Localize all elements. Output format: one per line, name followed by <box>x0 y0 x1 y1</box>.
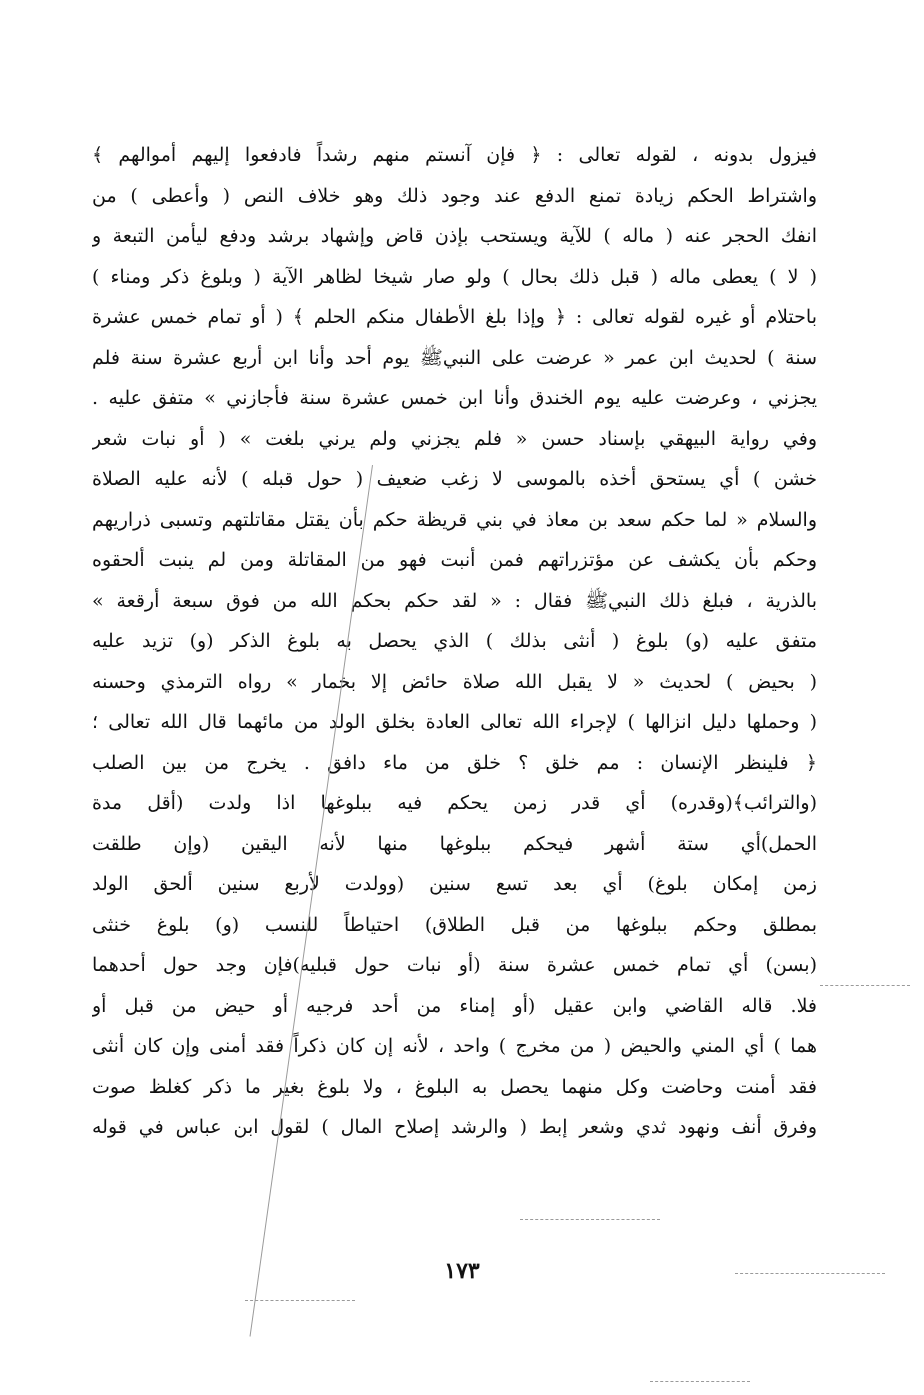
text-line: وفي رواية البيهقي بإسناد حسن « فلم يجزني ولم يرني بلغت » ( أو نبات شعر <box>92 427 817 450</box>
scan-artifact-dash <box>520 1219 660 1220</box>
text-line: فيزول بدونه ، لقوله تعالى : ﴿ فإن آنستم منهم رشداً فادفعوا إليهم أموالهم ﴾ <box>92 144 817 166</box>
text-line: زمن إمكان بلوغ) أي بعد تسع سنين (وولدت لأربع سنين ألحق الولد <box>92 873 817 895</box>
text-line: ( وحملها دليل انزالها ) لإجراء الله تعالى العادة بخلق الولد من مائهما قال الله تعالى ؛ <box>92 711 817 733</box>
text-line: باحتلام أو غيره لقوله تعالى : ﴿ وإذا بلغ الأطفال منكم الحلم ﴾ ( أو تمام خمس عشرة <box>92 306 817 328</box>
text-line: ( بحيض ) لحديث « لا يقبل الله صلاة حائض إلا بخمار » رواه الترمذي وحسنه <box>92 670 817 693</box>
text-line: وفرق أنف ونهود ثدي وشعر إبط ( والرشد إصلاح المال ) لقول ابن عباس في قوله <box>92 1116 817 1138</box>
text-line: (والترائب﴾(وقدره) أي قدر زمن يحكم فيه ببلوغها اذا ولدت (أقل مدة <box>92 792 817 814</box>
text-line: يجزني ، وعرضت عليه يوم الخندق وأنا ابن خمس عشرة سنة فأجازني » متفق عليه . <box>92 387 817 409</box>
scan-artifact-dash <box>820 985 910 986</box>
text-line: سنة ) لحديث ابن عمر « عرضت على النبيﷺ يوم أحد وأنا ابن أربع عشرة سنة فلم <box>92 346 817 369</box>
text-line: بالذرية ، فبلغ ذلك النبيﷺ فقال : « لقد حكم بحكم الله من فوق سبعة أرقعة » <box>92 589 817 612</box>
text-line: بمطلق وحكم ببلوغها من قبل الطلاق) احتياطاً للنسب (و) بلوغ خنثى <box>92 913 817 936</box>
text-line: فقد أمنت وحاضت وكل منهما يحصل به البلوغ ، ولا بلوغ بغير ما ذكر كغلظ صوت <box>92 1075 817 1098</box>
text-line: (بسن) أي تمام خمس عشرة سنة (أو نبات حول قبليه)فإن وجد حول أحدهما <box>92 954 817 976</box>
text-line: هما ) أي المني والحيض ( من مخرج ) واحد ، لأنه إن كان ذكراً فقد أمنى وإن كان أنثى <box>92 1035 817 1057</box>
scan-artifact-dash <box>735 1273 885 1274</box>
text-line: ( لا ) يعطى ماله ( قبل ذلك بحال ) ولو صار شيخا لظاهر الآية ( وبلوغ ذكر ومناء ) <box>92 265 817 288</box>
text-line: فلا. قاله القاضي وابن عقيل (أو إمناء من أحد فرجيه أو حيض من قبل أو <box>92 994 817 1017</box>
page-number: ١٧٣ <box>444 1258 480 1284</box>
scan-artifact-dash <box>650 1381 750 1382</box>
text-line: واشتراط الحكم زيادة تمنع الدفع عند وجود ذلك وهو خلاف النص ( وأعطى ) من <box>92 184 817 207</box>
text-line: الحمل)أي ستة أشهر فيحكم ببلوغها منها لأنه اليقين (وإن طلقت <box>92 832 817 855</box>
text-line: والسلام « لما حكم سعد بن معاذ في بني قريظة حكم بأن يقتل مقاتلتهم وتسبى ذراريهم <box>92 508 817 531</box>
scan-artifact-dash <box>245 1300 355 1301</box>
text-line: وحكم بأن يكشف عن مؤتزراتهم فمن أنبت فهو من المقاتلة ومن لم ينبت ألحقوه <box>92 549 817 571</box>
page-text-block <box>92 135 817 1148</box>
text-line: ﴿ فلينظر الإنسان : مم خلق ؟ خلق من ماء دافق . يخرج من بين الصلب <box>92 751 817 774</box>
text-line: متفق عليه (و) بلوغ ( أنثى بذلك ) الذي يحصل به بلوغ الذكر (و) تزيد عليه <box>92 630 817 652</box>
text-line: انفك الحجر عنه ( ماله ) للآية ويستحب بإذن قاض وإشهاد برشد ودفع ليأمن التبعة و <box>92 225 817 247</box>
text-line: خشن ) أي يستحق أخذه بالموسى لا زغب ضعيف ( حول قبله ) لأنه عليه الصلاة <box>92 468 817 490</box>
